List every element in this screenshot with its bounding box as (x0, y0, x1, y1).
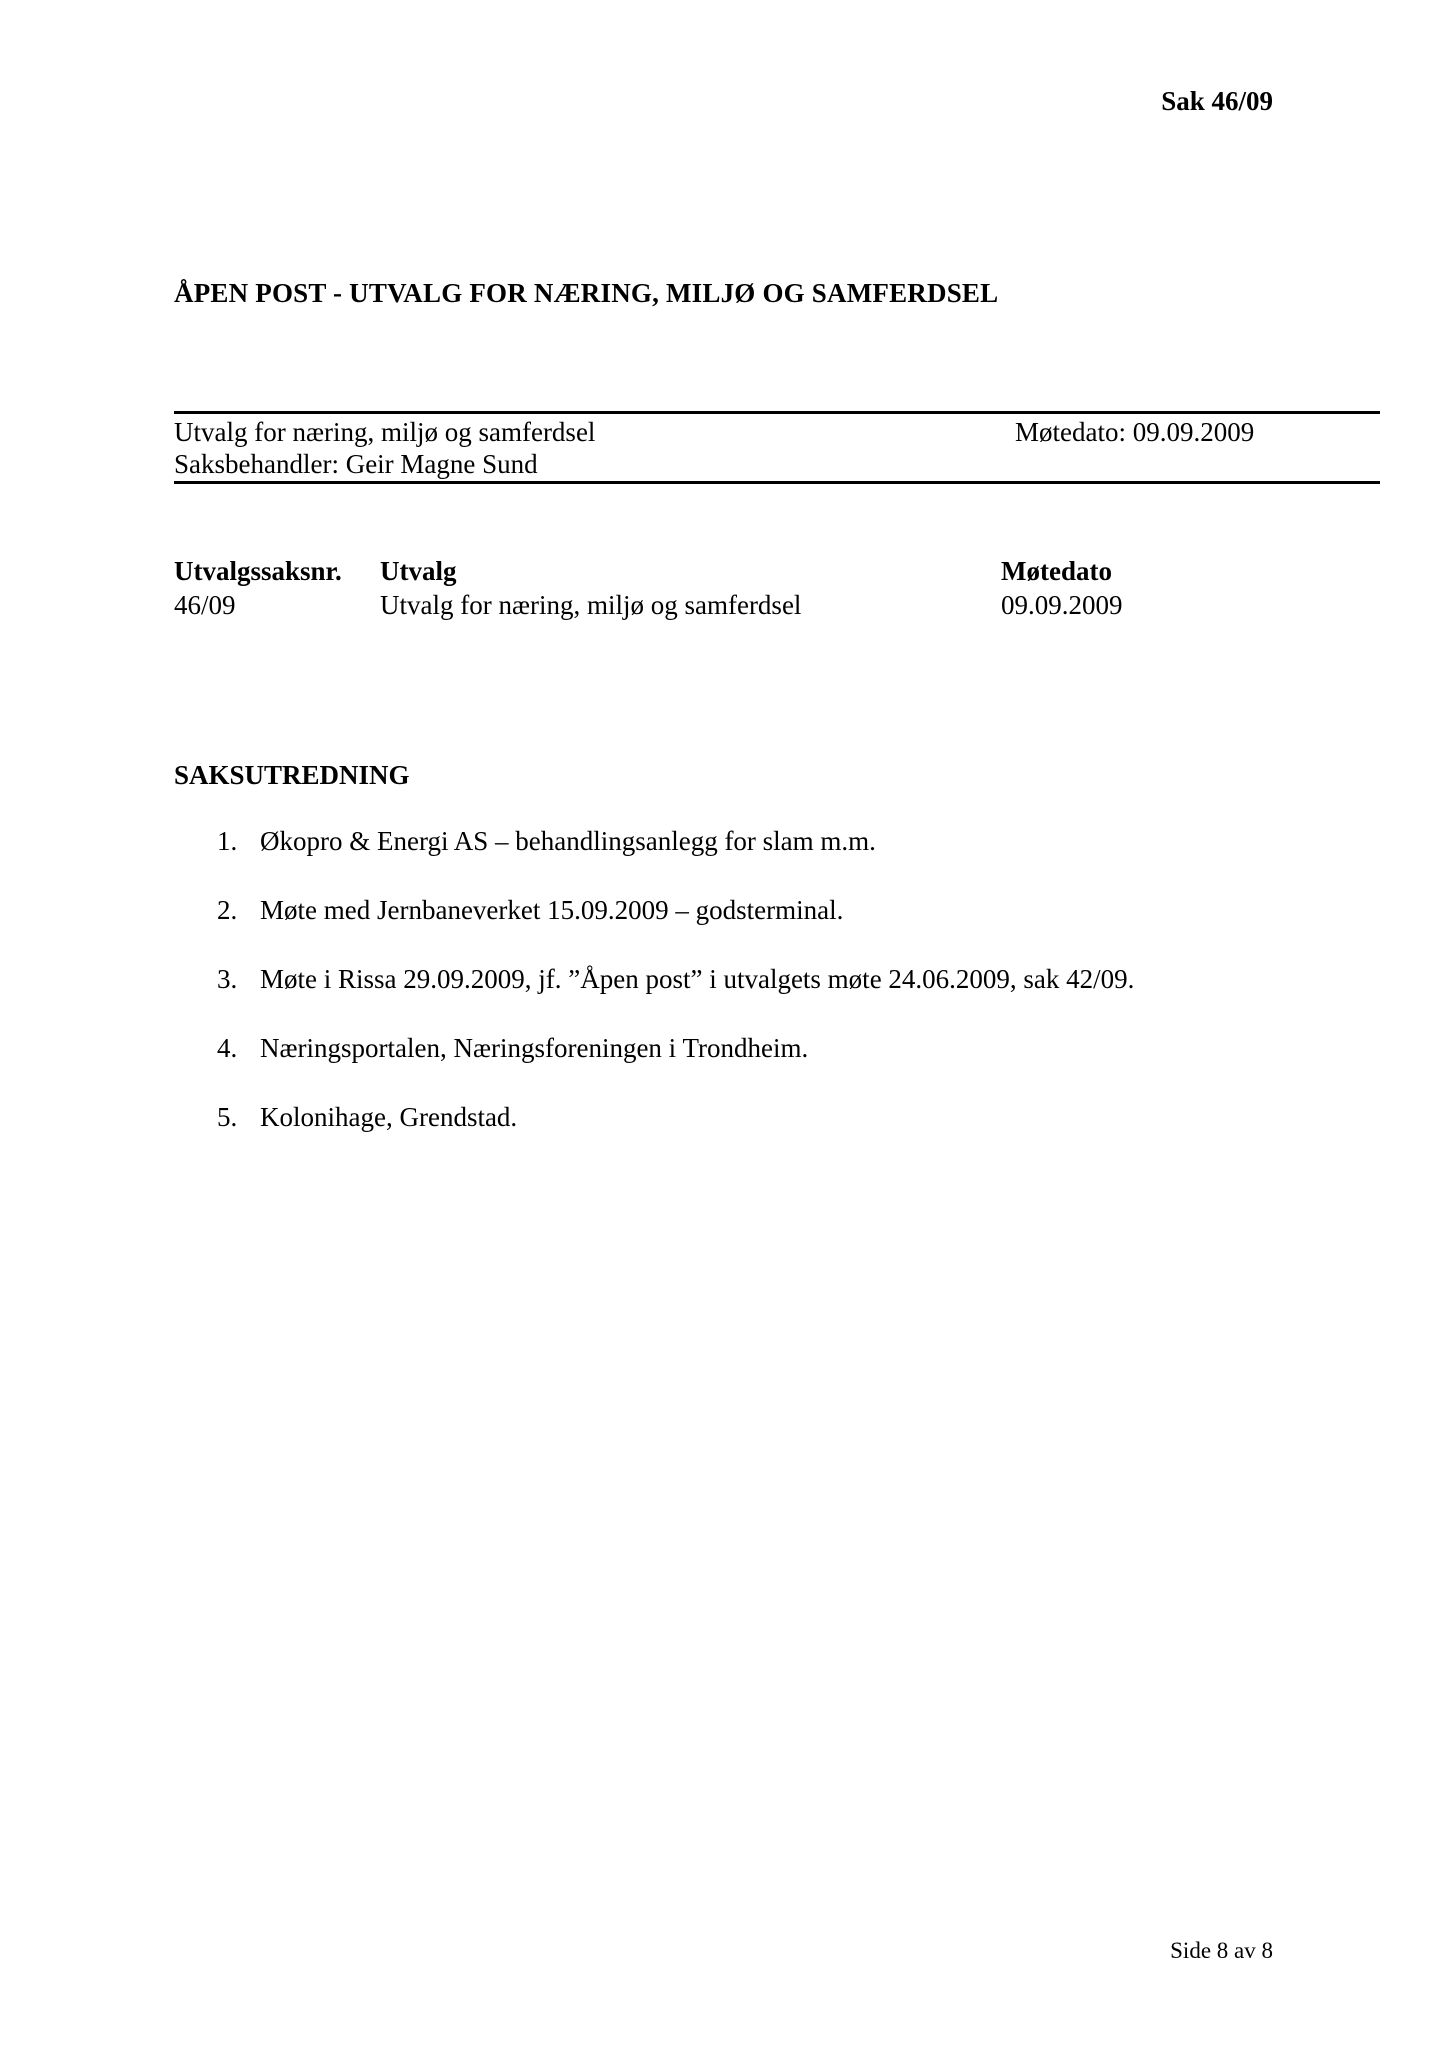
meeting-date: Møtedato: 09.09.2009 (1015, 417, 1255, 447)
list-item-number: 3. (217, 964, 238, 994)
page-title: ÅPEN POST - UTVALG FOR NÆRING, MILJØ OG SAMFERDSEL (174, 278, 999, 308)
case-officer: Saksbehandler: Geir Magne Sund (174, 449, 538, 479)
page-number: Side 8 av 8 (1170, 1938, 1273, 1963)
list-item-text: Møte i Rissa 29.09.2009, jf. ”Åpen post” i utvalgets møte 24.06.2009, sak 42/09. (260, 964, 1135, 994)
table-cell-meeting-date: 09.09.2009 (1001, 590, 1123, 620)
table-cell-case-number: 46/09 (174, 590, 236, 620)
list-item-text: Næringsportalen, Næringsforeningen i Trondheim. (260, 1033, 809, 1063)
column-header-case-number: Utvalgssaksnr. (174, 556, 342, 586)
list-item-number: 4. (217, 1033, 238, 1063)
list-item-text: Møte med Jernbaneverket 15.09.2009 – godsterminal. (260, 895, 844, 925)
list-item-text: Økopro & Energi AS – behandlingsanlegg for slam m.m. (260, 826, 876, 856)
table-cell-committee: Utvalg for næring, miljø og samferdsel (380, 590, 802, 620)
list-item-number: 2. (217, 895, 238, 925)
column-header-meeting-date: Møtedato (1001, 556, 1112, 586)
top-divider (174, 411, 1380, 414)
committee-name: Utvalg for næring, miljø og samferdsel (174, 417, 596, 447)
column-header-committee: Utvalg (380, 556, 457, 586)
bottom-divider (174, 481, 1380, 484)
list-item-number: 1. (217, 826, 238, 856)
list-item-text: Kolonihage, Grendstad. (260, 1102, 518, 1132)
list-item-number: 5. (217, 1102, 238, 1132)
case-reference: Sak 46/09 (1161, 86, 1273, 116)
section-title: SAKSUTREDNING (174, 760, 410, 790)
